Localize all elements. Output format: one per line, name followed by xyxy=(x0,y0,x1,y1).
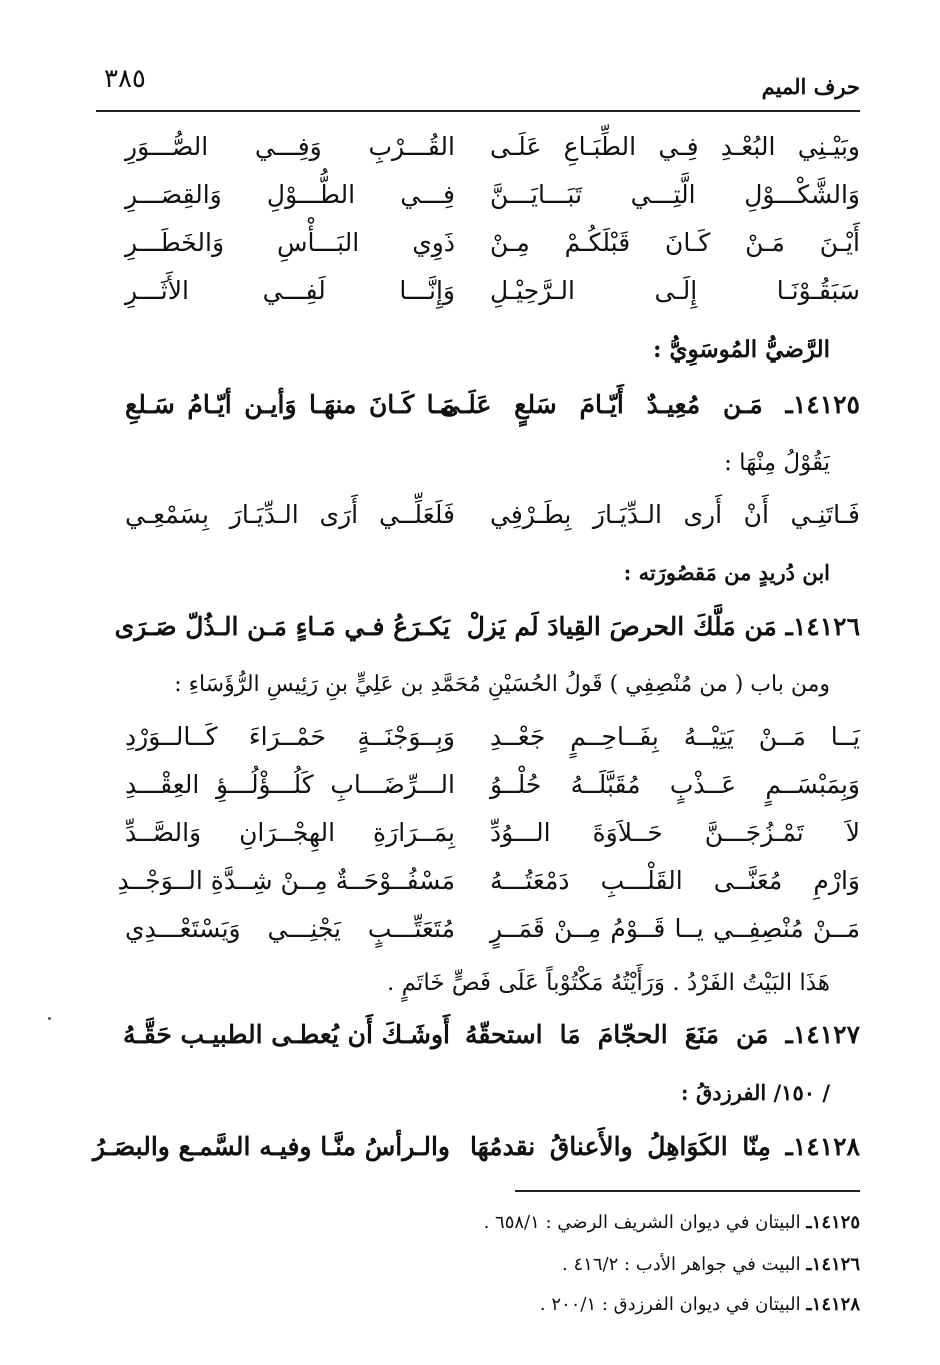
verse-first-hemistich: مَــنْ مُنْصِفِــي يــا قَــوْمُ مِــنْ قَمَــرٍ xyxy=(490,914,860,943)
footnote-number: ١٤١٢٥ـ xyxy=(806,1212,860,1233)
verse-second-hemistich: فَلَعَلِّــي أَرَى الـدِّيَـارَ بِسَمْعِـي xyxy=(125,500,455,529)
intro-text: يَقُوْلُ مِنْهَا : xyxy=(724,450,830,476)
verse-line xyxy=(110,228,860,272)
verse-first-hemistich: مَن مَنَعَ الحجّامَ مَا استحقّهُ xyxy=(465,1020,769,1049)
verse-second-hemistich: والـرأسُ منَّـا وفيـه السَّمـع والبصَـرُ xyxy=(92,1132,450,1161)
chapter-title: حرف الميم xyxy=(761,74,860,99)
verse-second-hemistich: بِمَــرَارَةِ الهِجْــرَانِ وَالصَّــدِّ xyxy=(125,818,455,847)
footnote xyxy=(540,1294,860,1315)
verse-first-hemistich: مِنّا الكَوَاهِلُ والأَعناقُ نقدمُهَا xyxy=(470,1132,771,1161)
footnote-text: البيت في جواهر الأدب : ٤١٦/٢ . xyxy=(562,1254,801,1275)
poet-name: / ١٥٠/ الفرزدقُ : xyxy=(680,1080,830,1105)
numbered-verse xyxy=(110,1020,860,1064)
poet-heading xyxy=(110,1080,860,1124)
verse-first-hemistich: سَبَقُـوْنَـا إِلَـى الـرَّحِيْـلِ xyxy=(490,276,860,305)
verse-second-hemistich: أَوشَـكَ أَن يُعطـى الطبيـب حَقَّـهُ xyxy=(122,1020,450,1049)
verse-first-hemistich: مَـن مُعِيـدٌ أَيّـامَ سَلعٍ عَلَـى xyxy=(440,390,763,419)
verse-line xyxy=(110,132,860,176)
verse-line xyxy=(110,866,860,910)
poet-name: الرَّضيُّ المُوسَوِيُّ : xyxy=(652,336,830,363)
verse-first-hemistich: أَيْـنَ مَـنْ كَـانَ قَبْلَكُـمْ مِـنْ xyxy=(490,228,860,257)
page-number: ٣٨٥ xyxy=(104,64,146,94)
verse-first-hemistich: لاَ تَمْـزُجَـــنَّ حَــلاَوَةَ الـــوُدِّ xyxy=(490,818,860,847)
footnote xyxy=(484,1212,860,1233)
header-rule xyxy=(96,110,860,112)
poet-name: ابن دُريدٍ من مَقصُورَته : xyxy=(623,560,830,585)
verse-second-hemistich: يَكـرَعُ فـي مَـاءٍ مَـن الـذُلّ صَـرَى xyxy=(114,612,450,641)
verse-line xyxy=(110,500,860,544)
footnote-number: ١٤١٢٦ـ xyxy=(806,1254,860,1275)
verse-number: ١٤١٢٧ـ xyxy=(785,1020,860,1049)
numbered-verse xyxy=(92,1132,860,1176)
verse-first-hemistich: وَارْمِ مُعَنَّــى القَلْـــبِ دَمْعَتُـــهُ xyxy=(490,866,860,895)
footnote-text: البيتان في ديوان الفرزدق : ٢٠٠/١ . xyxy=(539,1294,801,1315)
numbered-verse xyxy=(110,390,860,434)
note-line xyxy=(110,970,860,1014)
verse-number: ١٤١٢٨ـ xyxy=(785,1132,860,1161)
footnote xyxy=(562,1254,860,1275)
numbered-verse xyxy=(110,612,860,656)
verse-second-hemistich: ذَوِي البَـــأْسِ وَالخَطَـــرِ xyxy=(125,228,455,257)
verse-line xyxy=(110,276,860,320)
verse-first-hemistich: وَبِمَبْسَــمٍ عَــذْبٍ مُقَبَّلَــهُ حُلْــوُ xyxy=(490,770,860,799)
verse-second-hemistich: وَبِــوَجْنَــةٍ حَمْــرَاءَ كَــالــوَرْدِ xyxy=(125,722,455,751)
verse-second-hemistich: القُـــرْبِ وَفِـــي الصُّـــوَرِ xyxy=(125,132,455,161)
footnote-rule xyxy=(515,1190,860,1192)
note-text: هَذَا البَيْتُ الفَرْدُ . وَرَأَيْتُهُ مَكْتُوْباً عَلَى فَصٍّ خَاتَمٍ . xyxy=(387,970,830,996)
running-header xyxy=(96,60,860,102)
intro-line xyxy=(110,450,860,494)
verse-first-hemistich: يَــا مَــنْ يَتِيْــهُ بِفَــاحِــمٍ جَعْــدِ xyxy=(490,722,860,751)
verse-second-hemistich: وَإِنَّـــا لَفِـــي الأَثَـــرِ xyxy=(125,276,455,305)
verse-second-hemistich: مَسْفُــوْحَــةٌ مِــنْ شِــدَّةِ الــوَجْــدِ xyxy=(117,866,455,895)
verse-second-hemistich: مُتَعَتِّـــبٍ يَجْنِـــي وَيَسْتَعْـــدِي xyxy=(125,914,455,943)
footnote-number: ١٤١٢٨ـ xyxy=(806,1294,860,1315)
poet-heading xyxy=(110,560,860,604)
verse-line xyxy=(110,722,860,766)
intro-text: ومن باب ( من مُنْصِفِي ) قَولُ الحُسَيْنِ مُحَمَّدِ بن عَلِيٍّ بنِ رَئِيسِ الرُّؤَسَاءِ : xyxy=(174,672,830,697)
verse-number: ١٤١٢٦ـ xyxy=(785,612,860,641)
verse-first-hemistich: مَن مَلَّكَ الحرصَ القِيادَ لَم يَزلْ xyxy=(466,612,777,641)
verse-first-hemistich: وبَيْـنِي البُعْـدِ فِـي الطِّبَـاعِ عَلَـى xyxy=(490,132,860,161)
verse-first-hemistich: وَالشَّكْـــوْلِ الَّتِـــي تَبَـــايَـــنَّ xyxy=(490,180,860,209)
verse-first-hemistich: فَـاتَنِـي أَنْ أَرى الـدِّيَـارَ بِطَـرْفِي xyxy=(490,500,860,529)
verse-second-hemistich: فِـــي الطُّـــوْلِ وَالقِصَـــرِ xyxy=(125,180,455,209)
verse-number: ١٤١٢٥ـ xyxy=(785,390,860,419)
verse-line xyxy=(110,770,860,814)
verse-line xyxy=(110,180,860,224)
margin-dot xyxy=(48,1017,51,1020)
intro-line xyxy=(150,672,860,716)
verse-line xyxy=(110,818,860,862)
poet-heading xyxy=(110,336,860,380)
verse-second-hemistich: مَـا كَـانَ منهَـا وَأيـن أيّـامُ سَـلعِ xyxy=(125,390,455,419)
verse-line xyxy=(110,914,860,958)
verse-second-hemistich: الـــرِّضَـــابِ كَلُـــؤْلُـــؤِ العِقْـــدِ xyxy=(125,770,455,799)
footnote-text: البيتان في ديوان الشريف الرضي : ٦٥٨/١ . xyxy=(483,1212,801,1233)
